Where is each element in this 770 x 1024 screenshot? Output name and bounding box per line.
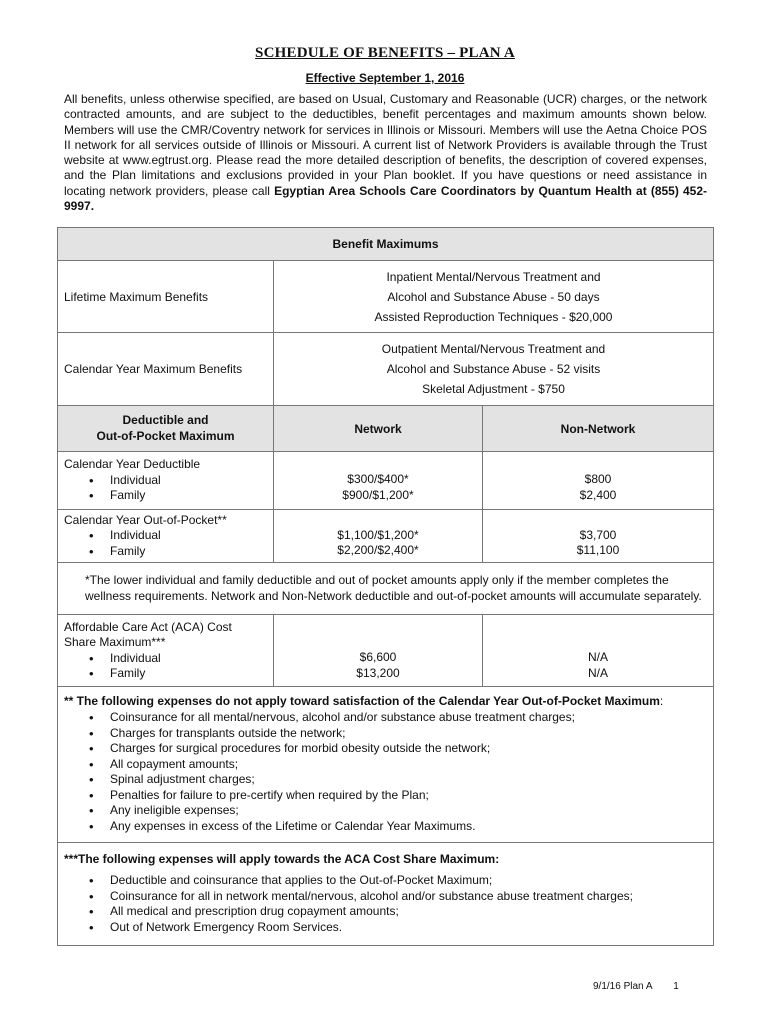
oop-exclusions-cell	[58, 687, 714, 843]
footer-date-plan: 9/1/16 Plan A	[593, 981, 653, 992]
lifetime-line: Inpatient Mental/Nervous Treatment and	[386, 269, 601, 284]
value-family: $900/$1,200*	[342, 487, 414, 502]
oop-exclusions-list	[64, 710, 707, 834]
value-individual: $300/$400*	[347, 472, 409, 486]
cy-oop-row	[58, 510, 714, 563]
oop-exclusions-heading	[64, 693, 707, 709]
cy-oop-network	[274, 510, 483, 563]
page-title: SCHEDULE OF BENEFITS – PLAN A	[255, 45, 515, 61]
cy-deductible-network	[274, 452, 483, 510]
benefit-maximums-heading: Benefit Maximums	[58, 228, 714, 261]
deductible-header-row	[58, 406, 714, 452]
non-network-heading: Non-Network	[483, 406, 714, 452]
aca-inclusions-row	[58, 843, 714, 946]
list-item: • Out of Network Emergency Room Services.	[110, 920, 707, 936]
lifetime-max-values	[274, 261, 714, 333]
list-item: • Individual	[110, 528, 267, 544]
deductible-heading-line: Deductible and	[122, 413, 209, 427]
cy-deductible-list	[64, 473, 267, 504]
deductible-heading-line: Out-of-Pocket Maximum	[96, 428, 235, 443]
wellness-note: *The lower individual and family deductible and out of pocket amounts apply only if the member completes the wellness requirements. Network and Non-Network deductible and out-of-pocket amounts will accumulate separately.	[58, 563, 714, 615]
list-item: • Deductible and coinsurance that applies to the Out-of-Pocket Maximum;	[110, 873, 707, 889]
list-item: • All copayment amounts;	[110, 757, 707, 773]
cy-oop-list	[64, 528, 267, 559]
value-individual: N/A	[588, 650, 609, 664]
list-item: • Coinsurance for all in network mental/nervous, alcohol and/or substance abuse treatment charges;	[110, 889, 707, 905]
aca-label-line: Affordable Care Act (ACA) Cost	[64, 619, 232, 634]
cy-deductible-row	[58, 452, 714, 510]
aca-inclusions-heading: ***The following expenses will apply towards the ACA Cost Share Maximum:	[64, 852, 500, 866]
list-item: • Any ineligible expenses;	[110, 803, 707, 819]
calendar-max-values	[274, 333, 714, 406]
cy-deductible-non-network	[483, 452, 714, 510]
calendar-line: Skeletal Adjustment - $750	[422, 382, 565, 396]
list-item: • Family	[110, 488, 267, 504]
value-family: $11,100	[576, 543, 620, 557]
aca-row	[58, 615, 714, 687]
lifetime-line: Alcohol and Substance Abuse - 50 days	[387, 289, 600, 304]
value-family: N/A	[588, 665, 609, 680]
lifetime-max-label: Lifetime Maximum Benefits	[58, 261, 274, 333]
oop-exclusions-heading-text: ** The following expenses do not apply toward satisfaction of the Calendar Year Out-of-Pocket Maximum	[64, 694, 660, 708]
value-family: $2,200/$2,400*	[337, 543, 419, 557]
list-item: • Penalties for failure to pre-certify when required by the Plan;	[110, 788, 707, 804]
list-item: • Family	[110, 544, 267, 560]
lifetime-line: Assisted Reproduction Techniques - $20,000	[374, 309, 613, 324]
value-individual: $6,600	[359, 650, 397, 664]
list-item: • Spinal adjustment charges;	[110, 772, 707, 788]
deductible-oop-heading	[58, 406, 274, 452]
calendar-line: Outpatient Mental/Nervous Treatment and	[381, 342, 606, 356]
calendar-line: Alcohol and Substance Abuse - 52 visits	[386, 362, 601, 376]
list-item: • Family	[110, 666, 267, 682]
list-item: • Coinsurance for all mental/nervous, alcohol and/or substance abuse treatment charges;	[110, 710, 707, 726]
list-item: • Charges for transplants outside the network;	[110, 726, 707, 742]
intro-contact: Egyptian Area Schools Care Coordinators by Quantum Health at (855) 452-9997.	[64, 183, 707, 214]
lifetime-max-row	[58, 261, 714, 333]
intro-paragraph	[64, 92, 707, 214]
aca-non-network	[483, 615, 714, 687]
value-individual: $1,100/$1,200*	[337, 527, 419, 542]
cy-oop-label: Calendar Year Out-of-Pocket**	[64, 512, 227, 527]
intro-text: All benefits, unless otherwise specified, are based on Usual, Customary and Reasonable (UCR) charges, or the network contracted amounts, and are subject to the deductibles, benefit percentages and maximum amounts shown below. Members will use the CMR/Coventry network for services in Illinois or Missouri. Members will use the Aetna Choice POS II network for all services outside of Illinois or Missouri. A current list of Network Providers is available through the Trust website at www.egtrust.org. Please read the more detailed description of benefits, the description of covered expenses, and the Plan limitations and exclusions provided in your Plan booklet. If you have questions or need assistance in locating network providers, please call	[64, 92, 707, 198]
list-item: • Individual	[110, 651, 267, 667]
cy-oop-non-network	[483, 510, 714, 563]
cy-oop-label-cell	[58, 510, 274, 563]
cy-deductible-label: Calendar Year Deductible	[64, 457, 201, 472]
effective-date: Effective September 1, 2016	[305, 71, 465, 85]
aca-network	[274, 615, 483, 687]
aca-inclusions-cell	[58, 843, 714, 946]
aca-label-line: Share Maximum***	[64, 635, 166, 649]
list-item: • All medical and prescription drug copayment amounts;	[110, 904, 707, 920]
value-family: $13,200	[356, 665, 400, 680]
oop-exclusions-row	[58, 687, 714, 843]
aca-list	[64, 651, 267, 682]
value-family: $2,400	[579, 487, 617, 502]
calendar-max-label: Calendar Year Maximum Benefits	[58, 333, 274, 406]
value-individual: $800	[584, 472, 612, 486]
value-individual: $3,700	[579, 527, 617, 542]
calendar-max-row	[58, 333, 714, 406]
aca-inclusions-list	[64, 873, 707, 935]
list-item: • Charges for surgical procedures for morbid obesity outside the network;	[110, 741, 707, 757]
network-heading: Network	[274, 406, 483, 452]
aca-label-cell	[58, 615, 274, 687]
page-footer	[593, 981, 679, 992]
list-item: • Any expenses in excess of the Lifetime or Calendar Year Maximums.	[110, 819, 707, 835]
benefits-table	[57, 227, 714, 946]
cy-deductible-label-cell	[58, 452, 274, 510]
heading-colon: :	[659, 694, 664, 708]
benefit-maximums-header-row	[58, 228, 714, 261]
wellness-note-row	[58, 563, 714, 615]
list-item: • Individual	[110, 473, 267, 489]
page-number: 1	[673, 981, 679, 992]
